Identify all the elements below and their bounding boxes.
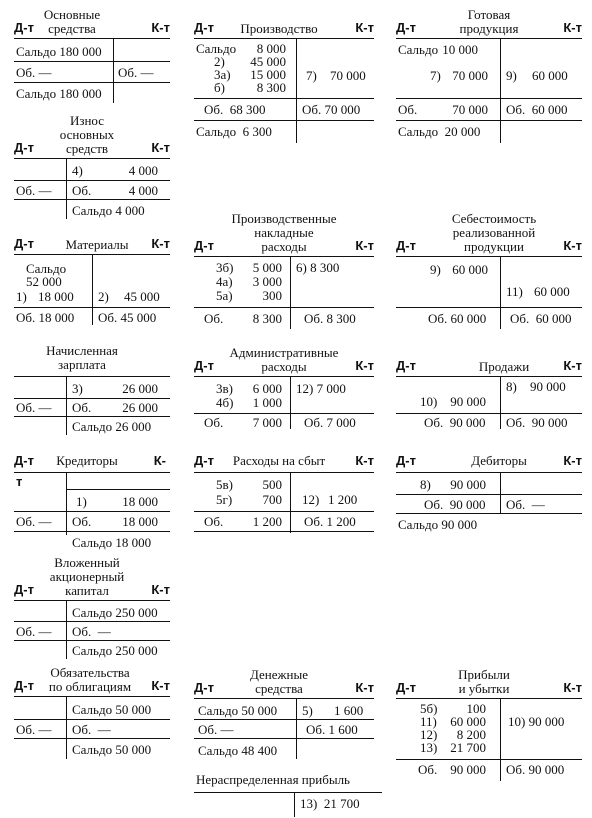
debit-label: Д-т — [396, 20, 416, 35]
credit-label: К- — [153, 453, 166, 468]
entry-label: б) — [214, 80, 225, 95]
account-header — [396, 342, 582, 376]
credit-label: К-т — [563, 358, 582, 373]
account-body: т 1) 18 000 Об. — Об. 18 000 — [14, 472, 170, 535]
account-title: Износ основных средств — [59, 113, 115, 156]
entry-value: 15 000 — [250, 67, 286, 82]
account-header — [194, 342, 374, 376]
account-header — [396, 4, 582, 38]
credit-label: К-т — [563, 20, 582, 35]
entry-value: 8 200 — [456, 727, 486, 742]
entry-value: 45 000 — [250, 54, 286, 69]
account-title: Производство — [240, 21, 318, 36]
entry-value: 700 — [262, 492, 282, 507]
account-body: 8) 90 000 10) 90 000 Об. 90 000 Об. 90 000 — [396, 376, 582, 429]
account-title: Денежные средства — [250, 667, 308, 696]
account-header — [14, 226, 170, 254]
account-header — [14, 452, 170, 472]
debit-label: Д-т — [14, 236, 34, 251]
t-account-depreciation — [14, 108, 170, 219]
account-body: 13) 21 700 — [194, 792, 382, 817]
t-account-creditors: Д-т Кредиторы К- т 1) 18 000 Об. — Об. 18 000 Сальдо 18 000 — [14, 452, 170, 535]
entry-label: 12) — [420, 727, 438, 742]
entry-label: 5в) — [216, 477, 233, 492]
account-body: Сальдо 10 000 7) 70 000 9) 60 000 Об. 70 000 Об. 60 000 Сальдо 20 000 — [396, 38, 582, 143]
account-header — [194, 664, 374, 698]
credit-label: К-т — [563, 238, 582, 253]
entry-label: 5б) — [420, 701, 438, 716]
account-title: Дебиторы — [471, 453, 527, 468]
credit-label: К-т — [355, 358, 374, 373]
account-header — [194, 4, 374, 38]
account-header — [396, 664, 582, 698]
entry-label: 13) — [420, 740, 438, 755]
account-header — [14, 340, 170, 376]
entry-label: 3в) — [216, 381, 233, 396]
account-title: Нераспределенная прибыль — [196, 772, 350, 787]
account-body: 3в) 6 000 4б) 1 000 12) 7 000 Об. 7 000 Об. 7 000 — [194, 376, 374, 429]
account-title: Кредиторы — [56, 453, 118, 468]
account-body: 3) 26 000 Об. — Об. 26 000 Сальдо 26 000 — [14, 376, 170, 435]
account-header — [396, 210, 582, 256]
t-account-fixed-assets — [14, 4, 170, 103]
account-title: Вложенный акционерный капитал — [49, 555, 125, 598]
debit-label: Д-т — [14, 140, 34, 155]
account-body: Сальдо 250 000 Об. — Об. — Сальдо 250 000 — [14, 600, 170, 659]
entry-value: 6 000 — [252, 381, 282, 396]
entry-value: 1 000 — [252, 395, 282, 410]
credit-label: К-т — [563, 453, 582, 468]
entry-value: 500 — [262, 477, 282, 492]
t-account-selling — [194, 452, 374, 533]
t-account-cogs — [396, 210, 582, 329]
t-account-profit-loss — [396, 664, 582, 781]
account-title: Материалы — [65, 237, 129, 252]
entry-label: 4б) — [216, 395, 234, 410]
entry-label: 3б) — [216, 260, 234, 275]
debit-label: Д-т — [14, 582, 34, 597]
account-title: Себестоимость реализованной продукции — [451, 211, 537, 254]
entry-value: 8 300 — [256, 80, 286, 95]
debit-label: Д-т — [194, 20, 214, 35]
t-account-overhead — [194, 210, 374, 329]
credit-label: К-т — [355, 20, 374, 35]
entry-label: 4а) — [216, 274, 233, 289]
debit-label: Д-т — [194, 358, 214, 373]
t-account-admin — [194, 342, 374, 429]
account-body: Сальдо 52 000 1) 18 000 2) 45 000 Об. 18 000 Об. 45 000 — [14, 254, 170, 325]
entry-value: 3 000 — [252, 274, 282, 289]
debit-label: Д-т — [194, 238, 214, 253]
t-account-production — [194, 4, 374, 143]
t-account-finished-goods — [396, 4, 582, 143]
account-body: 5б) 100 11) 60 000 12) 8 200 13) 21 700 10) 90 000 Об. 90 000 Об. 90 000 — [396, 698, 582, 781]
credit-label: К-т — [355, 453, 374, 468]
debit-label: Д-т — [396, 453, 416, 468]
entry-label: 5г) — [216, 492, 233, 507]
account-title: Основные средства — [43, 7, 101, 36]
t-account-materials — [14, 226, 170, 325]
account-header — [14, 4, 170, 38]
account-body: Сальдо 50 000 Об. — Об. — Сальдо 50 000 — [14, 696, 170, 759]
account-title: Готовая продукция — [459, 7, 519, 36]
account-title: Прибыли и убытки — [458, 667, 510, 696]
t-account-cash — [194, 664, 374, 759]
t-account-debtors — [396, 452, 582, 533]
credit-label: К-т — [563, 680, 582, 695]
account-body: Сальдо 8 000 2) 45 000 3а) 15 000 б) 8 300 7) 70 000 Об. 68 300 Об. 70 000 Сальдо 6 300 — [194, 38, 374, 143]
credit-label: К-т — [355, 680, 374, 695]
credit-label: К-т — [151, 140, 170, 155]
entry-value: 300 — [262, 288, 282, 303]
debit-label: Д-т — [396, 238, 416, 253]
account-header — [194, 210, 374, 256]
debit-label: Д-т — [194, 680, 214, 695]
entry-value: 8 000 — [256, 41, 286, 56]
debit-label: Д-т — [14, 20, 34, 35]
account-body: 8) 90 000 Об. 90 000 Об. — Сальдо 90 000 — [396, 472, 582, 533]
entry-label: 3а) — [214, 67, 231, 82]
entry-value: 21 700 — [450, 740, 486, 755]
credit-label: К-т — [355, 238, 374, 253]
account-body: 4) 4 000 Об. — Об. 4 000 Сальдо 4 000 — [14, 158, 170, 219]
credit-label: К-т — [151, 236, 170, 251]
account-title: Продажи — [478, 359, 530, 374]
account-header — [194, 452, 374, 472]
debit-label: Д-т — [194, 453, 214, 468]
entry-label: 11) — [420, 714, 437, 729]
account-header — [14, 662, 170, 696]
t-account-bonds — [14, 662, 170, 759]
credit-label: К-т — [151, 678, 170, 693]
account-title: Административные расходы — [229, 345, 339, 374]
debit-label: Д-т — [396, 358, 416, 373]
debit-label: Д-т — [14, 678, 34, 693]
account-title: Обязательства по облигациям — [48, 665, 132, 694]
account-title: Производственные накладные расходы — [231, 211, 337, 254]
debit-label: Д-т — [396, 680, 416, 695]
credit-label: К-т — [151, 20, 170, 35]
debit-label: Д-т — [14, 453, 34, 468]
t-account-sales — [396, 342, 582, 429]
entry-label: Сальдо — [196, 41, 237, 56]
account-body: Сальдо 180 000 Об. — Об. — Сальдо 180 000 — [14, 38, 170, 103]
entry-value: 100 — [466, 701, 486, 716]
account-body: 5в) 500 5г) 700 12) 1 200 Об. 1 200 Об. 1 200 — [194, 472, 374, 533]
t-account-wages — [14, 340, 170, 435]
entry-label: 2) — [214, 54, 225, 69]
credit-label: К-т — [151, 582, 170, 597]
t-account-equity — [14, 552, 170, 659]
account-body: 9) 60 000 11) 60 000 Об. 60 000 Об. 60 000 — [396, 256, 582, 329]
entry-label: 5а) — [216, 288, 233, 303]
account-header — [14, 552, 170, 600]
account-title: Расходы на сбыт — [232, 453, 326, 468]
entry-value: 60 000 — [450, 714, 486, 729]
account-title: Начисленная зарплата — [46, 343, 118, 372]
account-header — [14, 108, 170, 158]
account-body: 3б) 5 000 4а) 3 000 5а) 300 6) 8 300 Об. 8 300 Об. 8 300 — [194, 256, 374, 329]
entry-value: 5 000 — [252, 260, 282, 275]
account-header — [396, 452, 582, 472]
account-body: Сальдо 50 000 5) 1 600 Об. — Об. 1 600 Сальдо 48 400 — [194, 698, 374, 759]
